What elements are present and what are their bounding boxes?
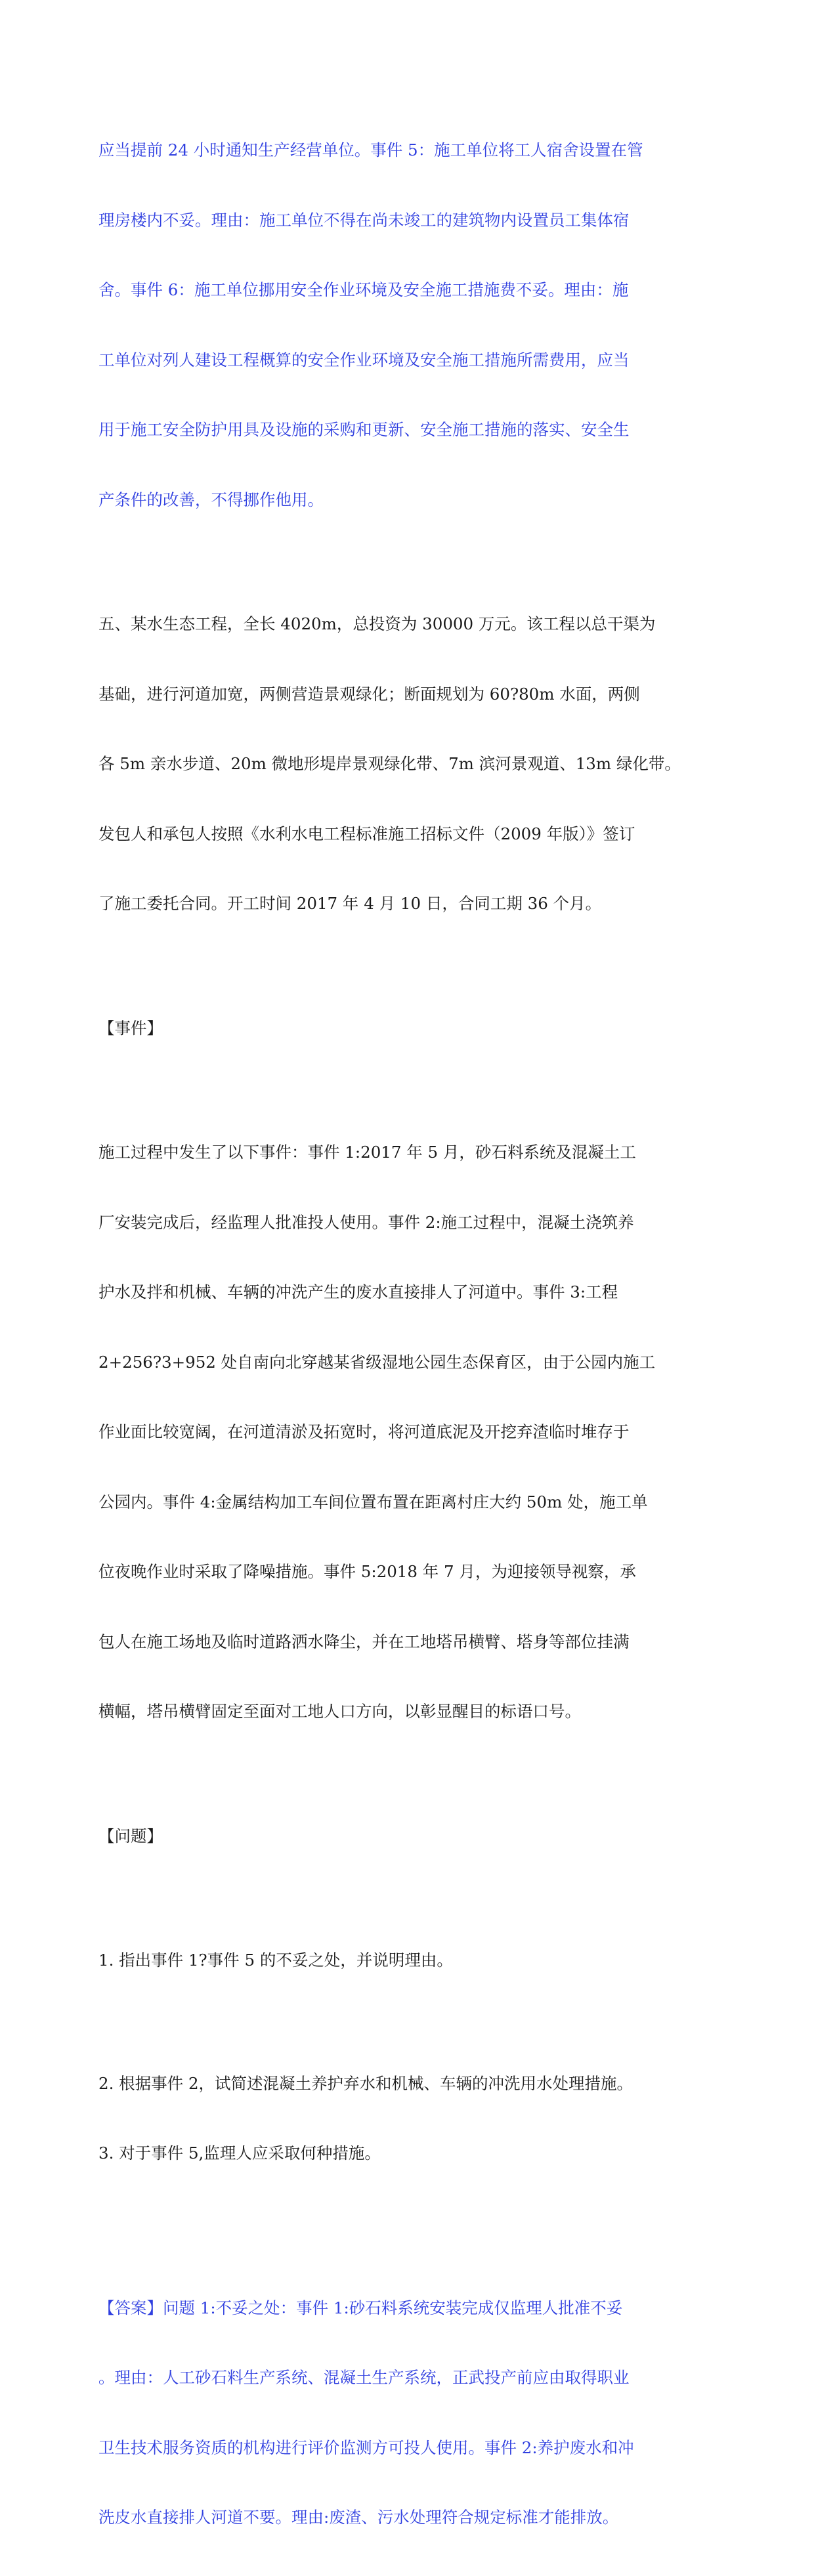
questions-heading — [98, 1778, 739, 1895]
question-five-intro-paragraph — [98, 566, 739, 962]
text-line: 2. 根据事件 2，试简述混凝土养护弃水和机械、车辆的冲洗用水处理措施。 — [98, 2073, 633, 2093]
text-line: 【答案】问题 1:不妥之处：事件 1:砂石料系统安装完成仅监理人批准不妥 — [98, 2298, 623, 2317]
text-line: 理房楼内不妥。理由：施工单位不得在尚未竣工的建筑物内设置员工集体宿 — [98, 210, 630, 230]
text-line: 作业面比较宽阔，在河道清淤及拓宽时，将河道底泥及开挖弃渣临时堆存于 — [98, 1422, 630, 1441]
text-line: 工单位对列人建设工程概算的安全作业环境及安全施工措施所需费用，应当 — [98, 350, 630, 370]
text-line: 五、某水生态工程，全长 4020m，总投资为 30000 万元。该工程以总干渠为 — [98, 614, 656, 633]
text-line: 产条件的改善，不得挪作他用。 — [98, 490, 324, 509]
text-line: 洗皮水直接排人河道不要。理由:废渣、污水处理符合规定标准才能排放。 — [98, 2508, 619, 2527]
answer-continued-paragraph — [98, 92, 739, 558]
text-line: 舍。事件 6：施工单位挪用安全作业环境及安全施工措施费不妥。理由：施 — [98, 280, 629, 299]
text-line: 1. 指出事件 1?事件 5 的不妥之处，并说明理由。 — [98, 1951, 453, 1970]
text-line: 应当提前 24 小时通知生产经营单位。事件 5：施工单位将工人宿舍设置在管 — [98, 140, 643, 159]
text-line: 横幅，塔吊横臂固定至面对工地人口方向，以彰显醒目的标语口号。 — [98, 1702, 581, 1721]
text-line: 3. 对于事件 5,监理人应采取何种措施。 — [98, 2143, 381, 2163]
text-line: 了施工委托合同。开工时间 2017 年 4 月 10 日，合同工期 36 个月。 — [98, 894, 602, 913]
text-line: 包人在施工场地及临时道路洒水降尘，并在工地塔吊横臂、塔身等部位挂满 — [98, 1632, 630, 1651]
text-line: 卫生技术服务资质的机构进行评价监测方可投人使用。事件 2:养护废水和冲 — [98, 2438, 634, 2457]
text-line: 护水及拌和机械、车辆的冲洗产生的废水直接排人了河道中。事件 3:工程 — [98, 1282, 618, 1301]
question-1-paragraph — [98, 1902, 739, 2019]
text-line: 各 5m 亲水步道、20m 微地形堤岸景观绿化带、7m 滨河景观道、13m 绿化带。 — [98, 754, 681, 773]
events-heading — [98, 970, 739, 1087]
text-line: 用于施工安全防护用具及设施的采购和更新、安全施工措施的落实、安全生 — [98, 420, 630, 439]
text-line: 基础，进行河道加宽，两侧营造景观绿化；断面规划为 60?80m 水面，两侧 — [98, 684, 640, 704]
answer-paragraph — [98, 2250, 739, 2576]
text-line: 发包人和承包人按照《水利水电工程标准施工招标文件（2009 年版）》签订 — [98, 824, 635, 843]
text-line: 厂安装完成后，经监理人批准投人使用。事件 2:施工过程中，混凝土浇筑养 — [98, 1212, 634, 1232]
section-heading: 【问题】 — [98, 1826, 163, 1846]
text-line: 2+256?3+952 处自南向北穿越某省级湿地公园生态保育区，由于公园内施工 — [98, 1352, 656, 1372]
text-line: 施工过程中发生了以下事件：事件 1:2017 年 5 月，砂石料系统及混凝土工 — [98, 1143, 636, 1162]
text-line: 。理由：人工砂石料生产系统、混凝土生产系统，正武投产前应由取得职业 — [98, 2368, 630, 2387]
document-page — [98, 92, 739, 2576]
section-heading: 【事件】 — [98, 1018, 163, 1038]
questions-2-3-paragraph — [98, 2025, 739, 2212]
text-line: 位夜晚作业时采取了降噪措施。事件 5:2018 年 7 月，为迎接领导视察，承 — [98, 1562, 636, 1581]
events-body-paragraph — [98, 1094, 739, 1770]
text-line: 公园内。事件 4:金属结构加工车间位置布置在距离村庄大约 50m 处，施工单 — [98, 1492, 648, 1511]
